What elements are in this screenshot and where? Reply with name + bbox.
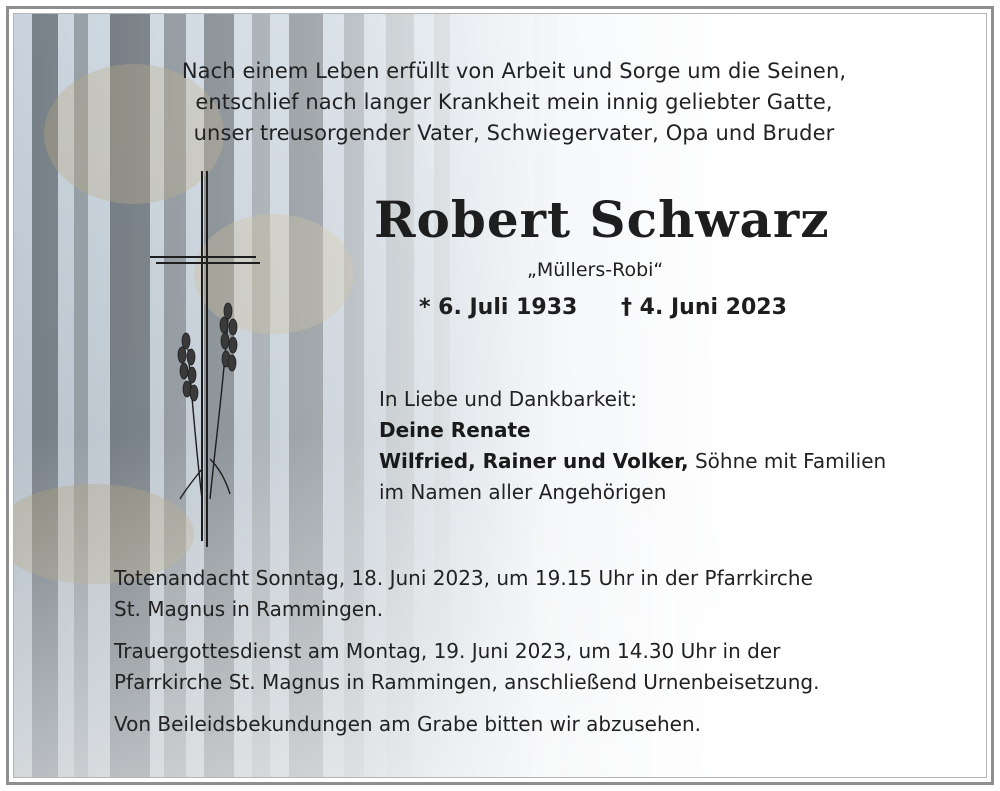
intro-line: Nach einem Leben erfüllt von Arbeit und Sorge um die Seinen, [181, 59, 847, 83]
mourner-wife: Deine Renate [379, 418, 531, 442]
obituary-content [14, 14, 987, 778]
mourners-block [379, 384, 886, 508]
notice-line: St. Magnus in Rammingen. [114, 597, 384, 621]
intro-line: entschlief nach langer Krankheit mein innig geliebter Gatte, [195, 90, 833, 114]
notice-line: Pfarrkirche St. Magnus in Rammingen, anschließend Urnenbeisetzung. [114, 670, 820, 694]
notice-line: Von Beileidsbekundungen am Grabe bitten wir abzusehen. [114, 712, 701, 736]
notice-line: Totenandacht Sonntag, 18. Juni 2023, um 19.15 Uhr in der Pfarrkirche [114, 566, 813, 590]
cross-with-wheat-icon [144, 169, 264, 549]
death-date: † 4. Juni 2023 [620, 295, 787, 320]
funeral-mass-notice [114, 636, 974, 698]
intro-line: unser treusorgender Vater, Schwiegervater, Opa und Bruder [193, 121, 835, 145]
deceased-name: Robert Schwarz [374, 190, 830, 249]
birth-date: * 6. Juli 1933 [419, 295, 578, 320]
mourner-sons: Wilfried, Rainer und Volker, [379, 449, 689, 473]
deceased-nickname: „Müllers-Robi“ [527, 259, 664, 281]
notice-line: Trauergottesdienst am Montag, 19. Juni 2023, um 14.30 Uhr in der [114, 639, 781, 663]
intro-text [114, 56, 914, 149]
condolence-notice [114, 709, 974, 740]
obituary-card [13, 13, 987, 778]
mourner-relatives: im Namen aller Angehörigen [379, 480, 667, 504]
life-dates [419, 295, 787, 320]
mourners-heading: In Liebe und Dankbarkeit: [379, 387, 638, 411]
vigil-notice [114, 563, 974, 625]
mourner-sons-suffix: Söhne mit Familien [688, 449, 887, 473]
mourner-sons-line [379, 446, 886, 477]
